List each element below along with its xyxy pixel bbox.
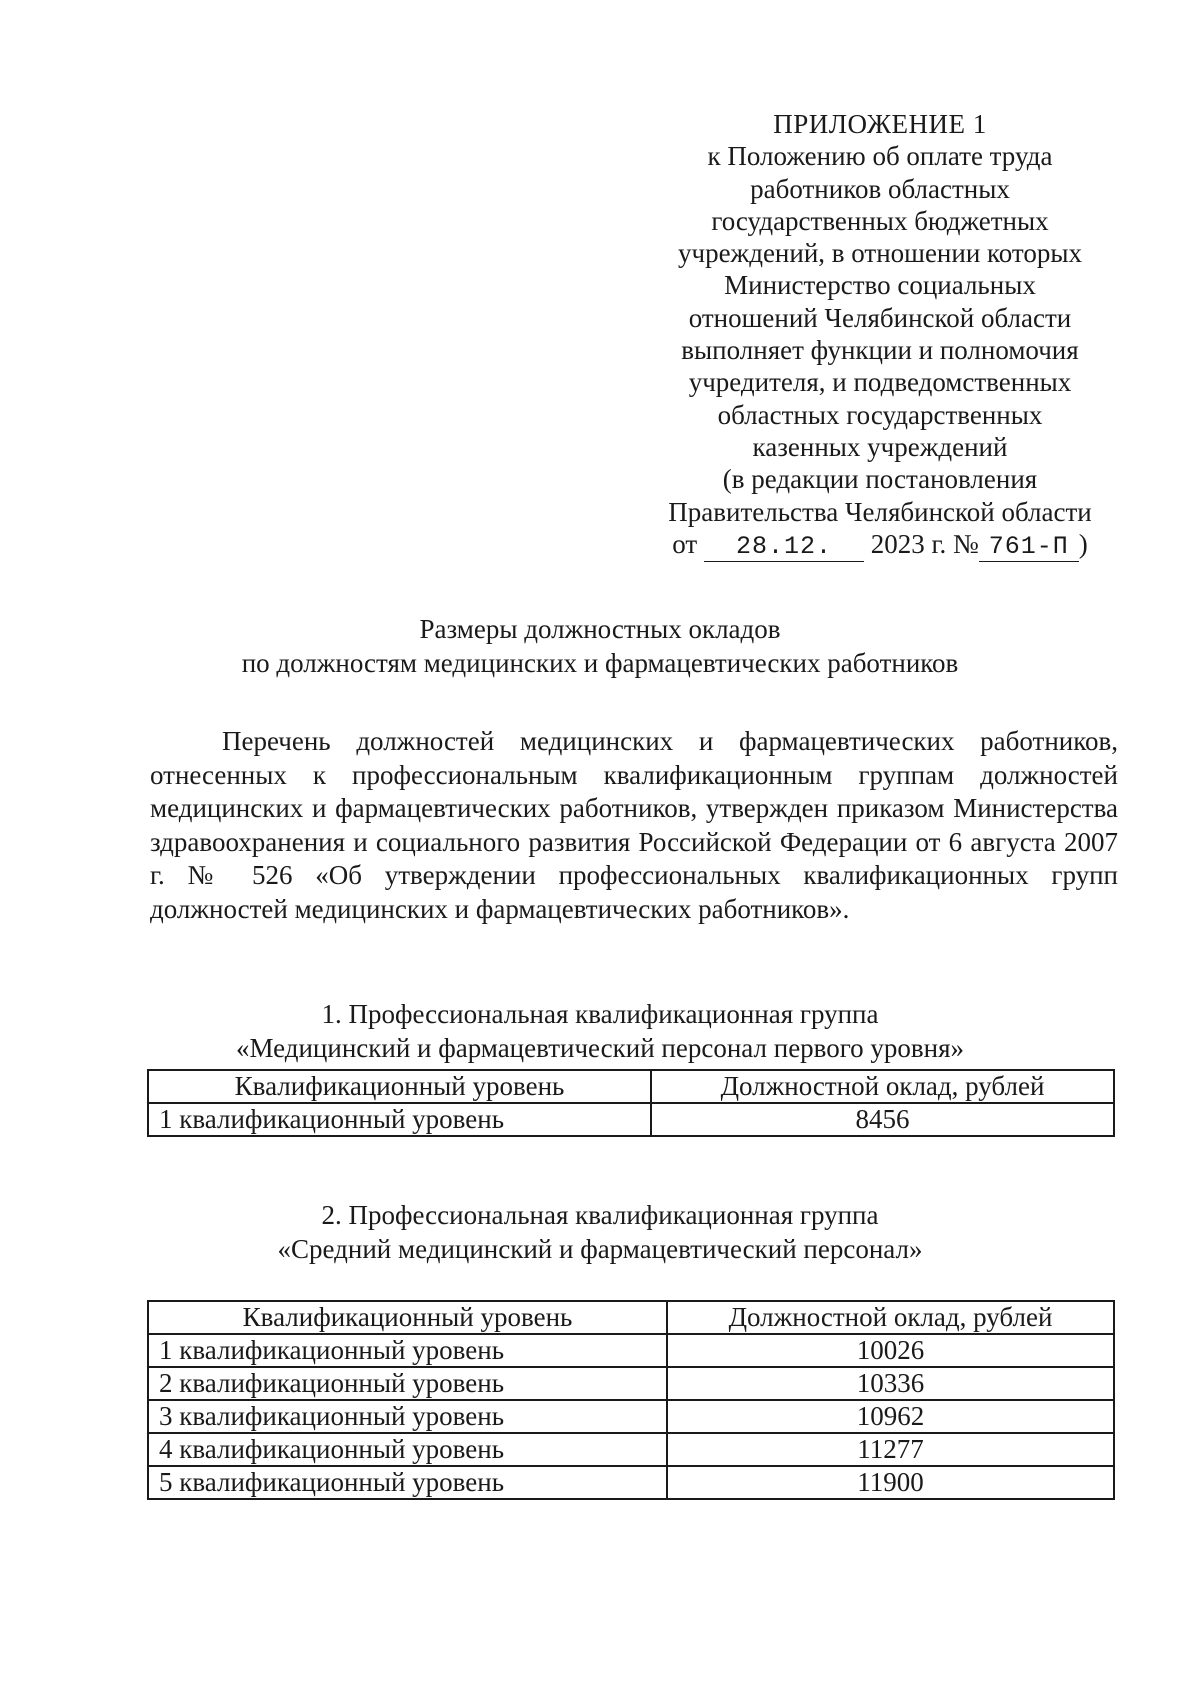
table-row — [148, 1103, 1114, 1136]
qualification-level-cell: 3 квалификационный уровень — [148, 1400, 667, 1433]
salary-cell: 8456 — [651, 1103, 1114, 1136]
appendix-line: Правительства Челябинской области — [668, 496, 1092, 527]
resolution-number-field: 761-П — [979, 533, 1079, 562]
document-title-line-1: Размеры должностных окладов — [419, 614, 781, 644]
appendix-line: работников областных — [750, 173, 1010, 204]
section-1-table — [147, 1069, 1115, 1137]
document-title-line-2: по должностям медицинских и фармацевтических работников — [241, 648, 959, 678]
column-header-level: Квалификационный уровень — [148, 1301, 667, 1334]
salary-cell: 11900 — [667, 1466, 1114, 1499]
appendix-title: ПРИЛОЖЕНИЕ 1 — [773, 109, 987, 139]
section-heading-line-2: «Средний медицинский и фармацевтический персонал» — [277, 1234, 923, 1264]
section-heading-line-2: «Медицинский и фармацевтический персонал первого уровня» — [235, 1033, 965, 1063]
qualification-level-cell: 2 квалификационный уровень — [148, 1367, 667, 1400]
salary-cell: 11277 — [667, 1433, 1114, 1466]
table-row — [148, 1367, 1114, 1400]
intro-paragraph: Перечень должностей медицинских и фармацевтических работников, отнесенных к профессиональным квалификационным группам должностей медицинских и фармацевтических работников, утвержден приказом Министерства здравоохранения и социального развития Российской Федерации от 6 августа 2007 г. № 526 «Об утверждении профессиональных квалификационных групп должностей медицинских и фармацевтических работников». — [150, 726, 1118, 924]
qualification-level-cell: 1 квалификационный уровень — [148, 1334, 667, 1367]
appendix-line: учредителя, и подведомственных — [688, 367, 1072, 398]
table-row — [148, 1400, 1114, 1433]
close-paren: ) — [1078, 528, 1088, 559]
section-heading-line-1: 2. Профессиональная квалификационная группа — [321, 1200, 879, 1230]
appendix-header — [640, 108, 1120, 562]
section-2-heading — [0, 1198, 1200, 1266]
resolution-date-field: 28.12. — [704, 533, 864, 562]
appendix-line: к Положению об оплате труда — [707, 141, 1053, 172]
qualification-level-cell: 4 квалификационный уровень — [148, 1433, 667, 1466]
column-header-salary: Должностной оклад, рублей — [667, 1301, 1114, 1334]
table-row — [148, 1466, 1114, 1499]
appendix-line: отношений Челябинской области — [688, 302, 1072, 333]
qualification-level-cell: 1 квалификационный уровень — [148, 1103, 651, 1136]
section-2-table — [147, 1300, 1115, 1500]
section-heading-line-1: 1. Профессиональная квалификационная группа — [321, 999, 879, 1029]
appendix-line: Министерство социальных — [724, 270, 1036, 301]
salary-cell: 10336 — [667, 1367, 1114, 1400]
appendix-line: областных государственных — [717, 399, 1043, 430]
document-title — [0, 612, 1200, 680]
resolution-date-line — [640, 528, 1120, 562]
year-text: 2023 г. № — [870, 528, 979, 559]
column-header-salary: Должностной оклад, рублей — [651, 1070, 1114, 1103]
table-header-row — [148, 1070, 1114, 1103]
qualification-level-cell: 5 квалификационный уровень — [148, 1466, 667, 1499]
appendix-line: выполняет функции и полномочия — [681, 335, 1079, 366]
appendix-line: казенных учреждений — [752, 431, 1008, 462]
column-header-level: Квалификационный уровень — [148, 1070, 651, 1103]
appendix-line: (в редакции постановления — [722, 464, 1038, 495]
table-row — [148, 1433, 1114, 1466]
date-prefix: от — [672, 528, 698, 559]
appendix-line: учреждений, в отношении которых — [677, 238, 1083, 269]
table-header-row — [148, 1301, 1114, 1334]
table-row — [148, 1334, 1114, 1367]
salary-cell: 10026 — [667, 1334, 1114, 1367]
salary-cell: 10962 — [667, 1400, 1114, 1433]
appendix-line: государственных бюджетных — [711, 205, 1049, 236]
section-1-heading — [0, 997, 1200, 1065]
